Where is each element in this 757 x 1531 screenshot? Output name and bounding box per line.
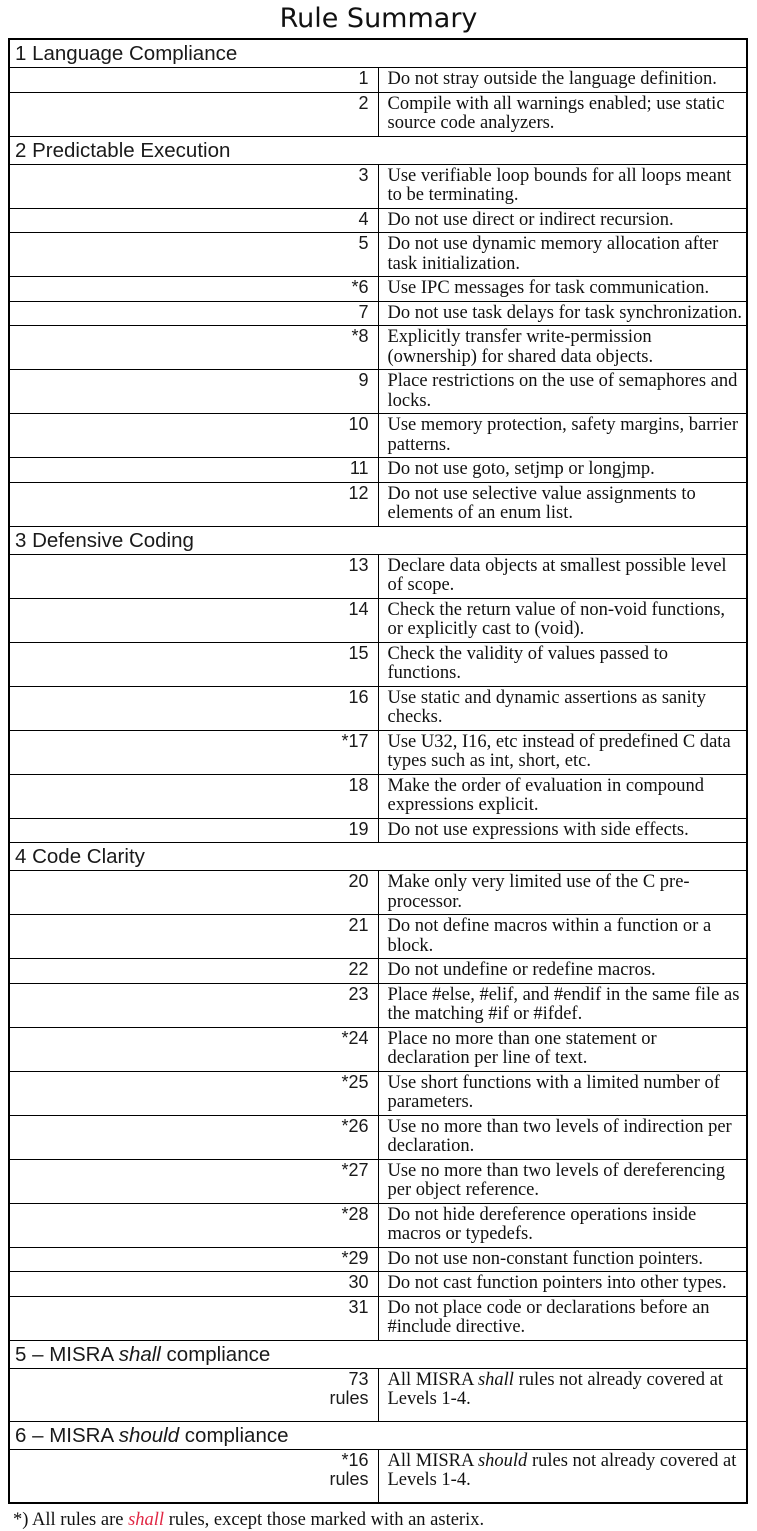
rule-number: *6 [9,277,378,302]
rule-row [9,915,747,959]
rule-row [9,686,747,730]
rule-text: Use verifiable loop bounds for all loops meant to be terminating. [378,164,747,208]
rule-text: All MISRA should rules not already covered at Levels 1-4. [378,1449,747,1503]
rule-number: 20 [9,871,378,915]
rule-number: 14 [9,598,378,642]
rule-row [9,414,747,458]
rule-row [9,774,747,818]
rule-number: 15 [9,642,378,686]
rule-number: 10 [9,414,378,458]
rule-text: Do not use non-constant function pointers. [378,1247,747,1272]
rule-text: Place restrictions on the use of semaphores and locks. [378,370,747,414]
rule-row [9,983,747,1027]
rule-text: All MISRA shall rules not already covered at Levels 1-4. [378,1368,747,1421]
rule-row [9,1296,747,1340]
rule-text: Do not define macros within a function or a block. [378,915,747,959]
rule-text: Use static and dynamic assertions as sanity checks. [378,686,747,730]
footnote [13,1509,757,1531]
rule-row [9,326,747,370]
rule-row [9,68,747,93]
rule-text: Use IPC messages for task communication. [378,277,747,302]
rule-text: Make the order of evaluation in compound expressions explicit. [378,774,747,818]
rule-row [9,208,747,233]
rule-number: 73 rules [9,1368,378,1421]
rule-number: *24 [9,1027,378,1071]
rule-row [9,458,747,483]
rule-number: *29 [9,1247,378,1272]
rule-row [9,164,747,208]
section-header-row-5 [9,1340,747,1368]
page-title: Rule Summary [279,3,478,34]
rule-number: *26 [9,1115,378,1159]
rule-text: Do not stray outside the language definition. [378,68,747,93]
rule-number: 13 [9,554,378,598]
rule-row [9,730,747,774]
section-header-label: 2 Predictable Execution [9,136,747,164]
rule-text: Do not undefine or redefine macros. [378,959,747,984]
section-header-label: 4 Code Clarity [9,843,747,871]
rule-row [9,818,747,843]
rule-row [9,233,747,277]
section-header-label: 5 – MISRA shall compliance [9,1340,747,1368]
section-header-label: 1 Language Compliance [9,39,747,68]
rule-number: *16 rules [9,1449,378,1503]
rule-row [9,482,747,526]
section-header-row-2 [9,136,747,164]
rule-text: Place no more than one statement or declaration per line of text. [378,1027,747,1071]
rule-text: Explicitly transfer write-permission (ownership) for shared data objects. [378,326,747,370]
rule-text: Do not place code or declarations before an #include directive. [378,1296,747,1340]
rule-row [9,554,747,598]
section-header-label: 3 Defensive Coding [9,526,747,554]
rule-number: *17 [9,730,378,774]
rule-table-body [9,39,747,1503]
rule-row [9,301,747,326]
rule-text: Use no more than two levels of dereferencing per object reference. [378,1159,747,1203]
rule-row [9,1071,747,1115]
rule-number: 31 [9,1296,378,1340]
rule-number: 16 [9,686,378,730]
rule-row [9,1272,747,1297]
rule-text: Do not cast function pointers into other types. [378,1272,747,1297]
document-page [0,2,757,1530]
rule-text: Use U32, I16, etc instead of predefined C data types such as int, short, etc. [378,730,747,774]
rule-text: Compile with all warnings enabled; use static source code analyzers. [378,92,747,136]
rule-row [9,277,747,302]
rule-row [9,871,747,915]
rule-text: Use memory protection, safety margins, barrier patterns. [378,414,747,458]
rule-text: Place #else, #elif, and #endif in the same file as the matching #if or #ifdef. [378,983,747,1027]
section-header-row-1 [9,39,747,68]
rule-number: 22 [9,959,378,984]
rule-text: Do not use direct or indirect recursion. [378,208,747,233]
rule-number: 11 [9,458,378,483]
rule-number: 30 [9,1272,378,1297]
rule-number: 12 [9,482,378,526]
rule-number: 3 [9,164,378,208]
rule-number: 1 [9,68,378,93]
rule-number: *8 [9,326,378,370]
rule-text: Do not hide dereference operations inside macros or typedefs. [378,1203,747,1247]
rule-text: Make only very limited use of the C pre-processor. [378,871,747,915]
rule-summary-table [8,38,748,1504]
rule-row [9,1203,747,1247]
rule-text: Declare data objects at smallest possible level of scope. [378,554,747,598]
rule-number: *27 [9,1159,378,1203]
rule-text: Do not use dynamic memory allocation after task initialization. [378,233,747,277]
footnote-post: rules, except those marked with an asterix. [164,1509,485,1530]
section-header-label: 6 – MISRA should compliance [9,1421,747,1449]
footnote-emphasis: shall [128,1509,165,1530]
rule-number: 18 [9,774,378,818]
rule-number: 21 [9,915,378,959]
rule-number: 5 [9,233,378,277]
section-header-row-4 [9,843,747,871]
rule-row [9,1247,747,1272]
rule-text: Check the validity of values passed to functions. [378,642,747,686]
rule-row [9,959,747,984]
rule-number: 23 [9,983,378,1027]
rule-text: Do not use selective value assignments to elements of an enum list. [378,482,747,526]
rule-number: 7 [9,301,378,326]
rule-text: Do not use goto, setjmp or longjmp. [378,458,747,483]
rule-row [9,1368,747,1421]
rule-number: 9 [9,370,378,414]
footnote-pre: *) All rules are [13,1509,129,1530]
rule-number: 19 [9,818,378,843]
rule-row [9,598,747,642]
section-header-row-6 [9,1421,747,1449]
rule-text: Use short functions with a limited number of parameters. [378,1071,747,1115]
rule-row [9,92,747,136]
rule-row [9,1115,747,1159]
rule-row [9,642,747,686]
rule-number: *25 [9,1071,378,1115]
rule-text: Do not use expressions with side effects. [378,818,747,843]
rule-text: Do not use task delays for task synchronization. [378,301,747,326]
rule-row [9,1027,747,1071]
rule-number: *28 [9,1203,378,1247]
rule-number: 4 [9,208,378,233]
rule-row [9,1449,747,1503]
rule-row [9,1159,747,1203]
rule-text: Use no more than two levels of indirection per declaration. [378,1115,747,1159]
section-header-row-3 [9,526,747,554]
rule-row [9,370,747,414]
rule-number: 2 [9,92,378,136]
rule-text: Check the return value of non-void functions, or explicitly cast to (void). [378,598,747,642]
